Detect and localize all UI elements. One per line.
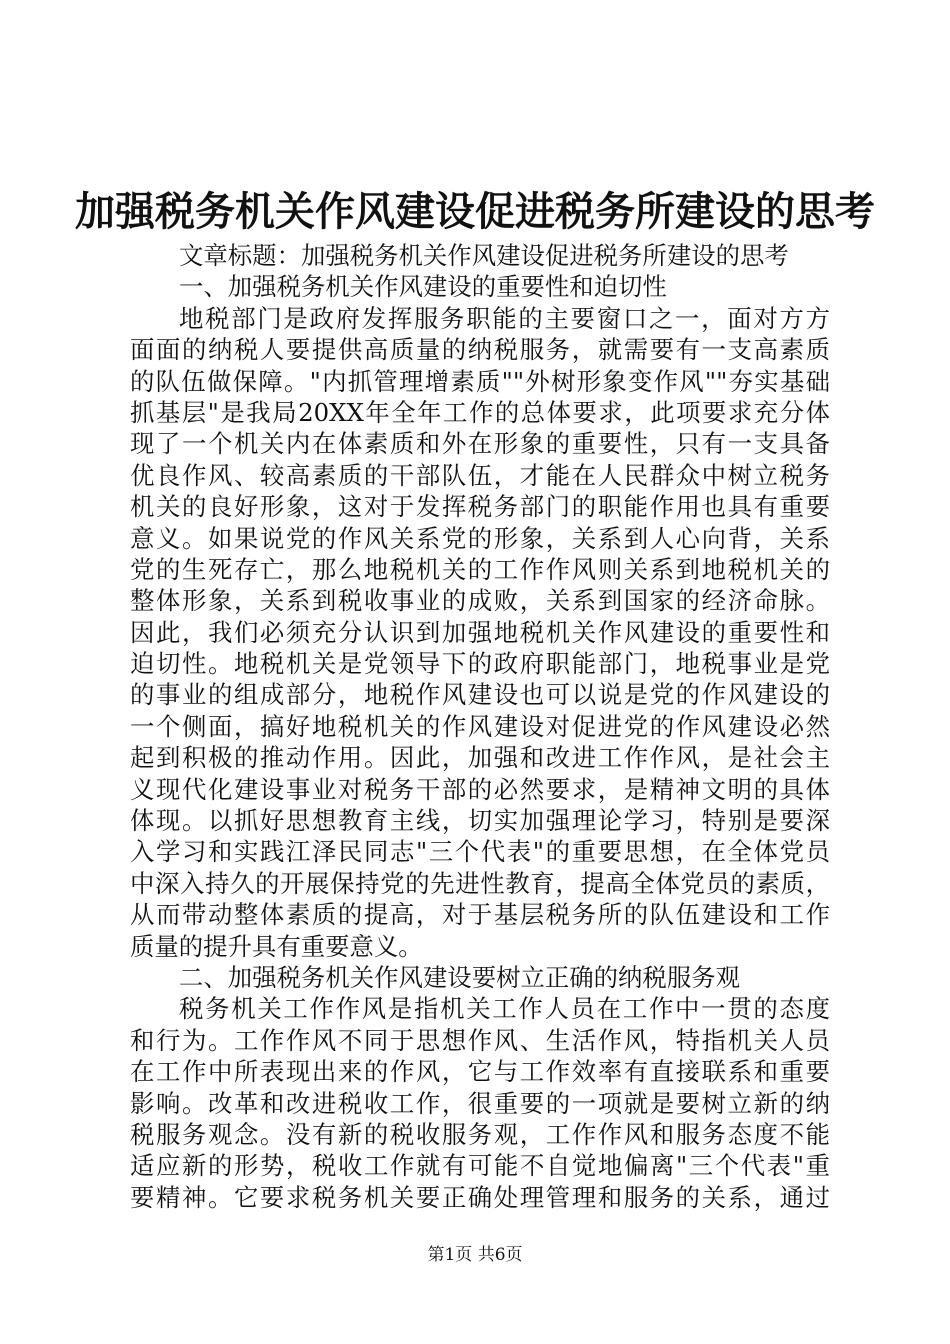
text-line: 体现。以抓好思想教育主线，切实加强理论学习，特别是要深 xyxy=(130,806,830,836)
section-heading: 二、加强税务机关作风建设要树立正确的纳税服务观 xyxy=(179,962,740,992)
section-heading: 一、加强税务机关作风建设的重要性和迫切性 xyxy=(179,272,667,302)
text-line: 入学习和实践江泽民同志"三个代表"的重要思想，在全体党员 xyxy=(130,837,830,867)
text-line: 优良作风、较高素质的干部队伍，才能在人民群众中树立税务 xyxy=(130,460,830,490)
text-line: 一个侧面，搞好地税机关的作风建设对促进党的作风建设必然 xyxy=(130,711,830,741)
text-line: 的事业的组成部分，地税作风建设也可以说是党的作风建设的 xyxy=(130,680,830,710)
document-body xyxy=(130,240,830,1213)
text-line: 意义。如果说党的作风关系党的形象，关系到人心向背，关系 xyxy=(130,523,830,553)
text-line: 从而带动整体素质的提高，对于基层税务所的队伍建设和工作 xyxy=(130,900,830,930)
text-line: 起到积极的推动作用。因此，加强和改进工作作风，是社会主 xyxy=(130,743,830,773)
text-line: 税服务观念。没有新的税收服务观，工作作风和服务态度不能 xyxy=(130,1119,830,1149)
text-line: 整体形象，关系到税收事业的成败，关系到国家的经济命脉。 xyxy=(130,586,830,616)
text-line: 抓基层"是我局20XX年全年工作的总体要求，此项要求充分体 xyxy=(130,397,830,427)
text-line: 适应新的形势，税收工作就有可能不自觉地偏离"三个代表"重 xyxy=(130,1151,830,1181)
text-line: 党的生死存亡，那么地税机关的工作作风则关系到地税机关的 xyxy=(130,554,830,584)
text-line: 影响。改革和改进税收工作，很重要的一项就是要树立新的纳 xyxy=(130,1088,830,1118)
text-line: 和行为。工作作风不同于思想作风、生活作风，特指机关人员 xyxy=(130,1025,830,1055)
text-line: 义现代化建设事业对税务干部的必然要求，是精神文明的具体 xyxy=(130,774,830,804)
text-line: 文章标题：加强税务机关作风建设促进税务所建设的思考 xyxy=(179,241,789,270)
page-indicator: 第1页 共6页 xyxy=(427,1245,523,1265)
text-line: 质量的提升具有重要意义。 xyxy=(130,931,423,961)
text-line: 迫切性。地税机关是党领导下的政府职能部门，地税事业是党 xyxy=(130,649,830,679)
text-line: 税务机关工作作风是指机关工作人员在工作中一贯的态度 xyxy=(179,994,830,1024)
text-line: 因此，我们必须充分认识到加强地税机关作风建设的重要性和 xyxy=(130,617,830,647)
text-line: 要精神。它要求税务机关要正确处理管理和服务的关系，通过 xyxy=(130,1182,830,1212)
text-line: 中深入持久的开展保持党的先进性教育，提高全体党员的素质， xyxy=(130,868,830,898)
text-line: 面面的纳税人要提供高质量的纳税服务，就需要有一支高素质 xyxy=(130,335,830,365)
document-title: 加强税务机关作风建设促进税务所建设的思考 xyxy=(75,188,875,235)
text-line: 现了一个机关内在体素质和外在形象的重要性，只有一支具备 xyxy=(130,429,830,459)
text-line: 机关的良好形象，这对于发挥税务部门的职能作用也具有重要 xyxy=(130,492,830,522)
text-line: 的队伍做保障。"内抓管理增素质""外树形象变作风""夯实基础 xyxy=(130,366,830,396)
text-line: 地税部门是政府发挥服务职能的主要窗口之一，面对方方 xyxy=(179,303,830,333)
text-line: 在工作中所表现出来的作风，它与工作效率有直接联系和重要 xyxy=(130,1057,830,1087)
